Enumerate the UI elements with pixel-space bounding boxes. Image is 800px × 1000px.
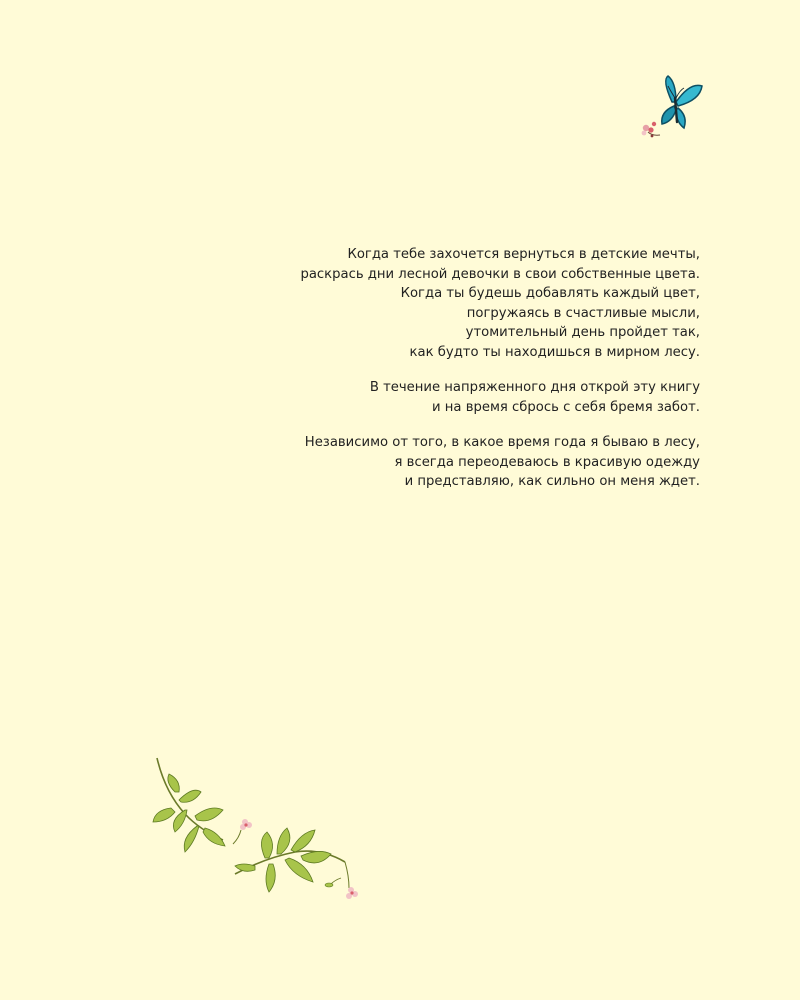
text-line: Независимо от того, в какое время года я бываю в лесу, <box>304 435 700 450</box>
text-line: и представляю, как сильно он меня ждет. <box>404 474 700 489</box>
butterfly-icon <box>632 72 707 144</box>
text-line: и на время сбрось с себя бремя забот. <box>432 399 700 415</box>
poem-text <box>280 245 700 508</box>
text-line: я всегда переодеваюсь в красивую одежду <box>394 454 700 470</box>
text-line: раскрась дни лесной девочки в свои собственные цвета. <box>300 266 700 282</box>
flower-icon <box>233 819 252 844</box>
text-line: погружаясь в счастливые мысли, <box>466 305 700 321</box>
leaf-icon <box>235 828 331 892</box>
stanza-1 <box>280 245 700 362</box>
text-line: Когда тебе захочется вернуться в детские мечты, <box>347 247 700 262</box>
stanza-2 <box>280 378 700 417</box>
leaf-icon <box>153 774 225 852</box>
text-line: В течение напряженного дня открой эту книгу <box>369 380 700 395</box>
flower-icon <box>325 862 358 899</box>
butterfly-flower-icon <box>642 122 660 138</box>
text-line: утомительный день пройдет так, <box>465 325 700 340</box>
stanza-3 <box>280 433 700 492</box>
text-line: как будто ты находишься в мирном лесу. <box>409 344 700 360</box>
text-line: Когда ты будешь добавлять каждый цвет, <box>400 286 700 301</box>
leafy-branch-icon <box>145 752 370 912</box>
